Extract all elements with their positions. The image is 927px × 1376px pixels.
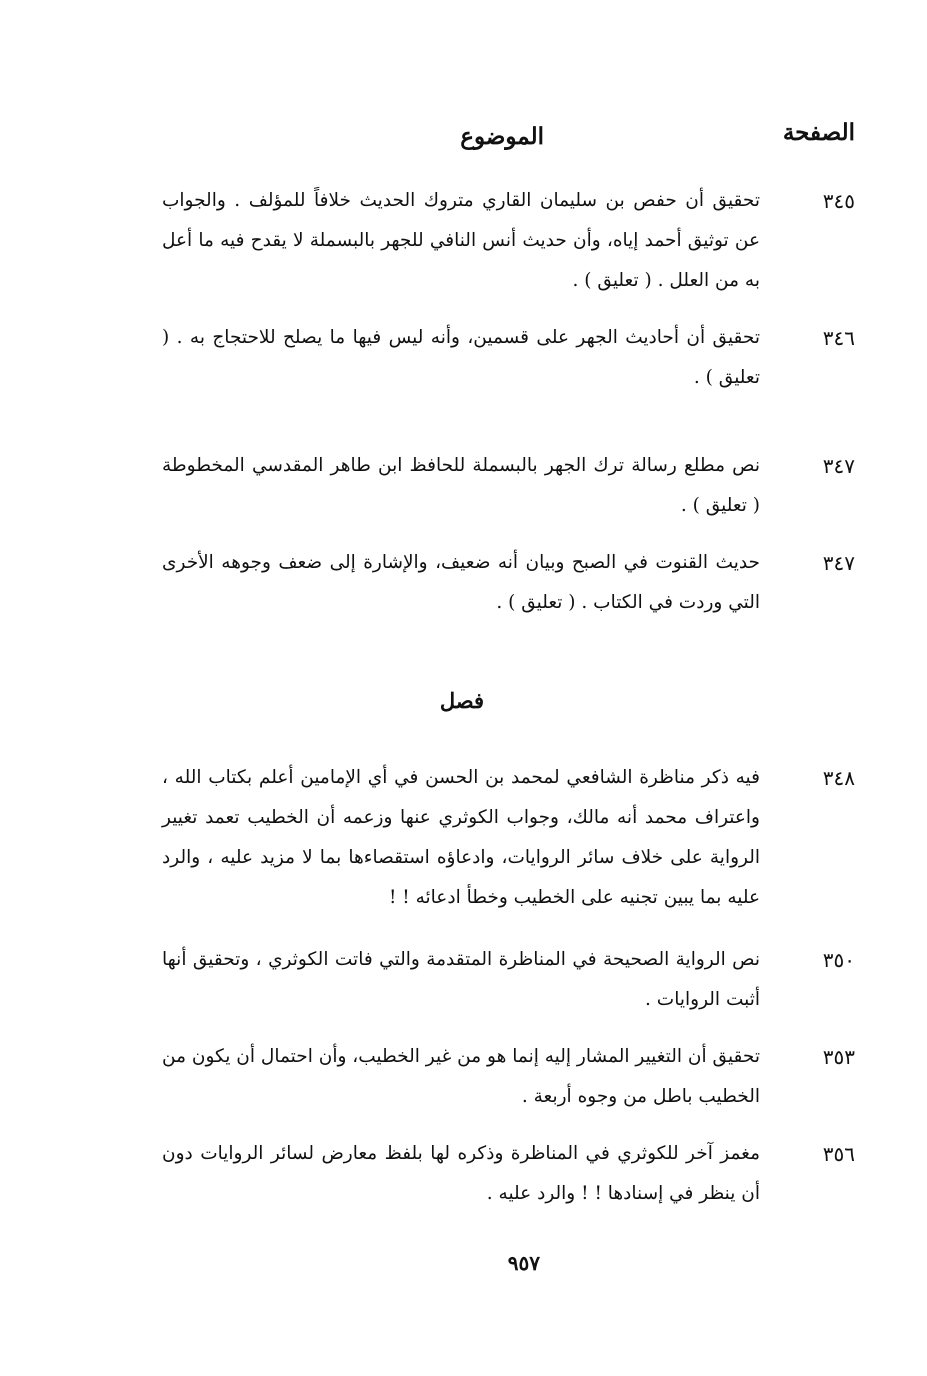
entry-page-number: ٣٥٦ xyxy=(822,1142,855,1166)
topic-column-header: الموضوع xyxy=(460,123,544,150)
entry-page-number: ٣٤٨ xyxy=(822,766,855,790)
entry-page-number: ٣٤٧ xyxy=(822,454,855,478)
entry-page-number: ٣٤٧ xyxy=(822,551,855,575)
page-number: ٩٥٧ xyxy=(507,1251,540,1275)
entry-page-number: ٣٥٣ xyxy=(822,1045,855,1069)
entry-topic-text: حديث القنوت في الصبح وبيان أنه ضعيف، والإشارة إلى ضعف وجوهه الأخرى التي وردت في الكتاب . ( تعليق ) . xyxy=(162,552,760,613)
page-column-header: الصفحة xyxy=(782,119,855,146)
entry-topic-text: تحقيق أن التغيير المشار إليه إنما هو من غير الخطيب، وأن احتمال أن يكون من الخطيب باطل من وجوه أربعة . xyxy=(162,1046,760,1107)
entry-topic-text: فيه ذكر مناظرة الشافعي لمحمد بن الحسن في أي الإمامين أعلم بكتاب الله ، واعتراف محمد أنه مالك، وجواب الكوثري عنها وزعمه أن الخطيب تعمد تغيير الرواية على خلاف سائر الروايات، وادعاؤه استقصاءها بما لا مزيد عليه ، والرد عليه بما يبين تجنيه على الخطيب وخطأ ادعائه ! ! xyxy=(162,767,760,908)
entry-page-number: ٣٤٦ xyxy=(822,326,855,350)
entry-page-number: ٣٤٥ xyxy=(822,189,855,213)
entry-topic-text: نص الرواية الصحيحة في المناظرة المتقدمة والتي فاتت الكوثري ، وتحقيق أنها أثبت الروايات . xyxy=(162,949,760,1010)
entry-page-number: ٣٥٠ xyxy=(822,948,855,972)
entry-topic-text: تحقيق أن حفص بن سليمان القاري متروك الحديث خلافاً للمؤلف . والجواب عن توثيق أحمد إياه، وأن حديث أنس النافي للجهر بالبسملة لا يقدح فيه ما أعل به من العلل . ( تعليق ) . xyxy=(162,190,760,291)
entry-topic-text: تحقيق أن أحاديث الجهر على قسمين، وأنه ليس فيها ما يصلح للاحتجاج به . ( تعليق ) . xyxy=(162,327,760,388)
entry-topic-text: نص مطلع رسالة ترك الجهر بالبسملة للحافظ ابن طاهر المقدسي المخطوطة ( تعليق ) . xyxy=(162,455,760,516)
section-heading: فصل xyxy=(439,688,484,713)
entry-topic-text: مغمز آخر للكوثري في المناظرة وذكره لها بلفظ معارض لسائر الروايات دون أن ينظر في إسنادها ! ! والرد عليه . xyxy=(162,1143,760,1204)
